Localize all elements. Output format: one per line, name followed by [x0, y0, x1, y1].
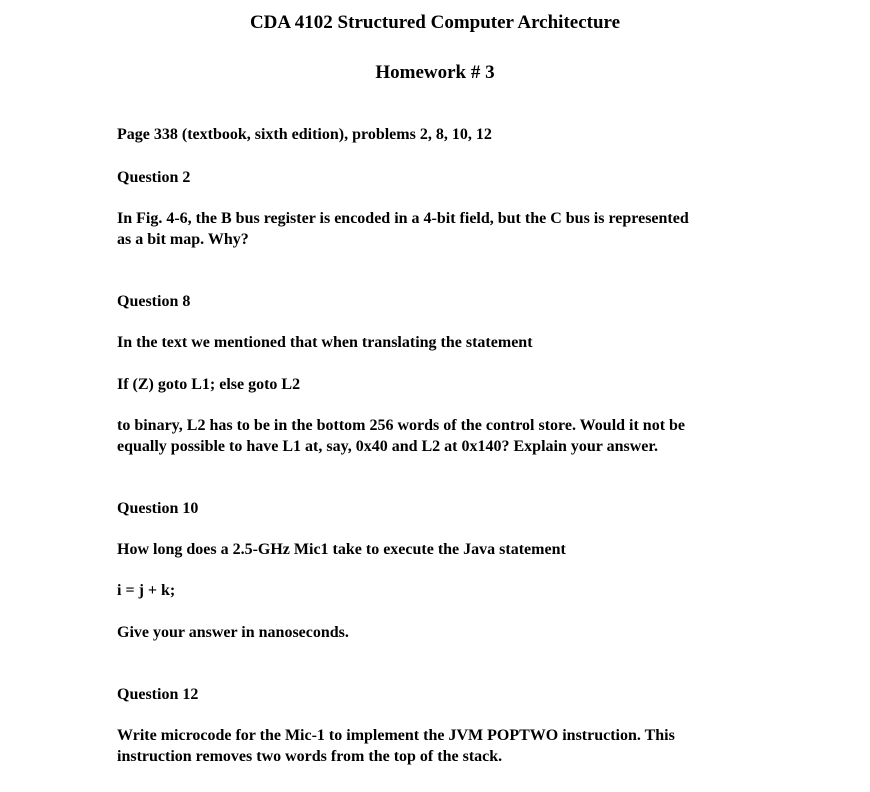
- question-8-intro: In the text we mentioned that when translating the statement: [117, 334, 533, 351]
- document-title: CDA 4102 Structured Computer Architecture: [249, 12, 621, 33]
- question-8-heading: Question 8: [117, 293, 191, 310]
- question-12-text-line-1: Write microcode for the Mic-1 to implement the JVM POPTWO instruction. This: [117, 727, 675, 744]
- question-8-text-line-1: to binary, L2 has to be in the bottom 256 words of the control store. Would it not be: [117, 417, 686, 434]
- question-2-text-line-2: as a bit map. Why?: [117, 231, 249, 248]
- question-8-statement: If (Z) goto L1; else goto L2: [117, 376, 301, 393]
- question-2-text-line-1: In Fig. 4-6, the B bus register is encoded in a 4-bit field, but the C bus is represented: [117, 210, 689, 227]
- question-10-closing: Give your answer in nanoseconds.: [117, 624, 349, 641]
- assignment-line: Page 338 (textbook, sixth edition), problems 2, 8, 10, 12: [117, 126, 492, 143]
- question-10-statement: i = j + k;: [117, 582, 176, 599]
- question-8-text-line-2: equally possible to have L1 at, say, 0x40 and L2 at 0x140? Explain your answer.: [117, 438, 658, 455]
- question-10-intro: How long does a 2.5-GHz Mic1 take to execute the Java statement: [117, 541, 566, 558]
- question-12-heading: Question 12: [117, 686, 199, 703]
- question-12-text-line-2: instruction removes two words from the top of the stack.: [117, 748, 503, 765]
- document-subtitle: Homework # 3: [375, 62, 495, 83]
- question-2-heading: Question 2: [117, 169, 191, 186]
- question-10-heading: Question 10: [117, 500, 199, 517]
